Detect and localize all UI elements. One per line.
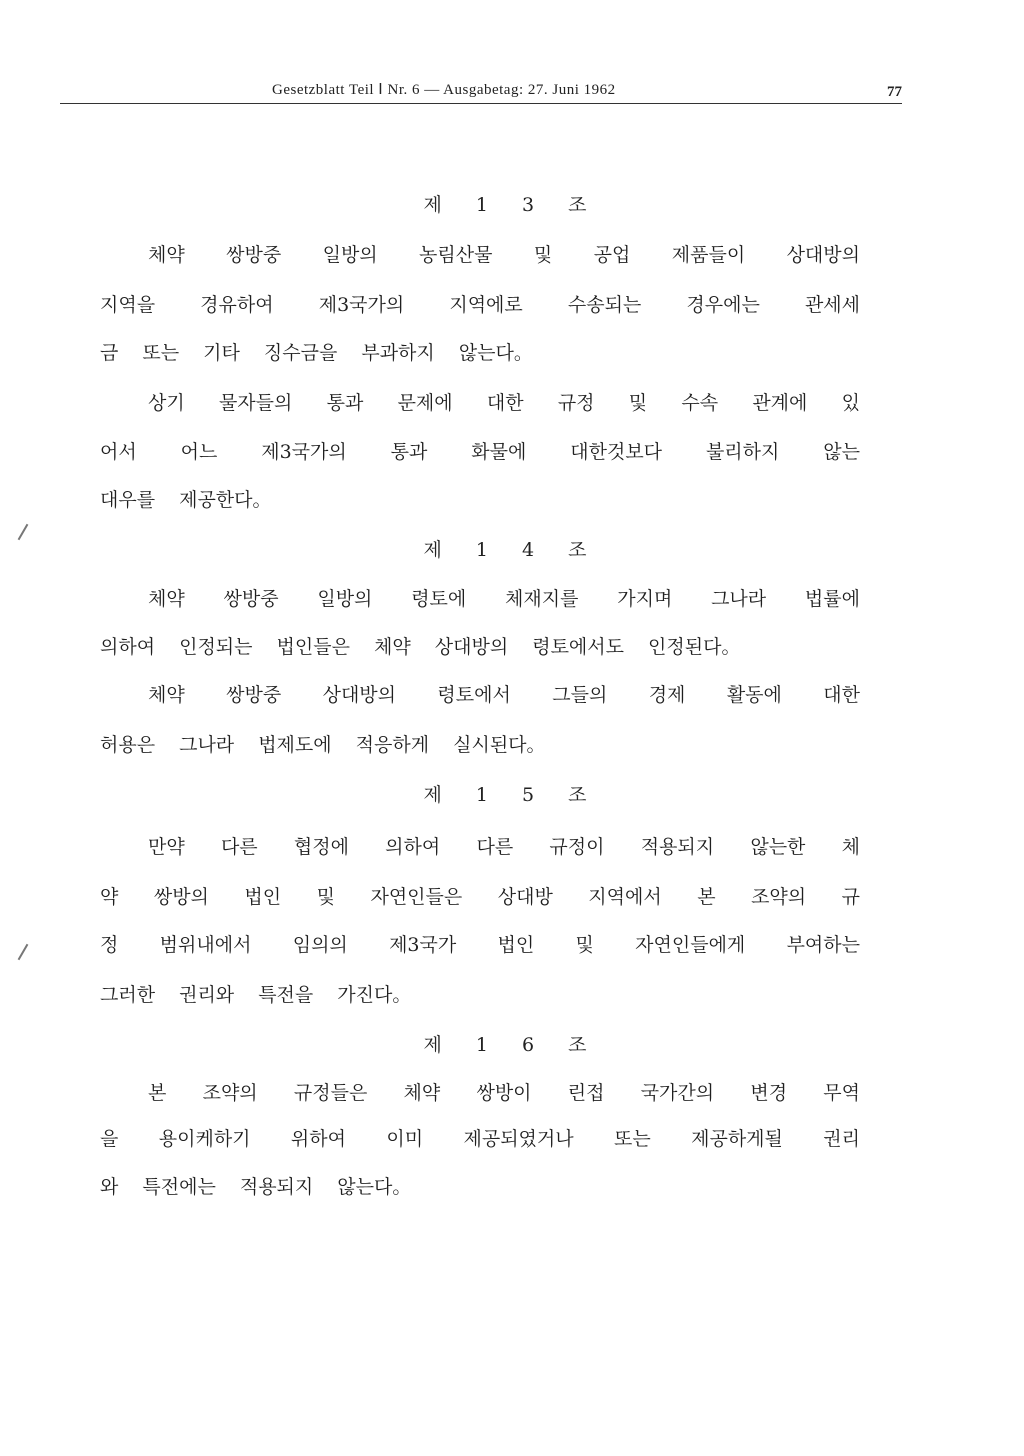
header-rule [60, 103, 902, 104]
text-line: 대우를 제공한다。 [100, 489, 272, 511]
text-line: 어서 어느 제3국가의 통과 화물에 대한것보다 불리하지 않는 [100, 441, 860, 463]
article-14-heading: 제 1 4 조 [423, 539, 601, 561]
text-line: 허용은 그나라 법제도에 적응하게 실시된다。 [100, 734, 546, 756]
page-number: 77 [887, 84, 902, 100]
text-line: 상기 물자들의 통과 문제에 대한 규정 및 수속 관계에 있 [148, 392, 860, 414]
text-line: 와 특전에는 적용되지 않는다。 [100, 1176, 412, 1198]
page-header [60, 80, 902, 110]
text-line: 정 범위내에서 임의의 제3국가 법인 및 자연인들에게 부여하는 [100, 934, 860, 956]
article-13-heading: 제 1 3 조 [423, 194, 601, 216]
article-15-heading: 제 1 5 조 [423, 784, 601, 806]
text-line: 본 조약의 규정들은 체약 쌍방이 린접 국가간의 변경 무역 [148, 1082, 860, 1104]
text-line: 을 용이케하기 위하여 이미 제공되였거나 또는 제공하게될 권리 [100, 1128, 860, 1150]
text-line: 그러한 권리와 특전을 가진다。 [100, 984, 412, 1006]
text-line: 체약 쌍방중 상대방의 령토에서 그들의 경제 활동에 대한 [148, 684, 860, 706]
scan-margin-mark [18, 944, 29, 961]
text-line: 의하여 인정되는 법인들은 체약 상대방의 령토에서도 인정된다。 [100, 636, 741, 658]
text-line: 체약 쌍방중 일방의 령토에 체재지를 가지며 그나라 법률에 [148, 588, 860, 610]
running-title: Gesetzblatt Teil Ⅰ Nr. 6 — Ausgabetag: 27. Juni 1962 [272, 82, 616, 98]
text-line: 지역을 경유하여 제3국가의 지역에로 수송되는 경우에는 관세세 [100, 294, 860, 316]
text-line: 만약 다른 협정에 의하여 다른 규정이 적용되지 않는한 체 [148, 836, 860, 858]
text-line: 약 쌍방의 법인 및 자연인들은 상대방 지역에서 본 조약의 규 [100, 886, 860, 908]
text-line: 금 또는 기타 징수금을 부과하지 않는다。 [100, 342, 533, 364]
article-16-heading: 제 1 6 조 [423, 1034, 601, 1056]
text-line: 체약 쌍방중 일방의 농림산물 및 공업 제품들이 상대방의 [148, 244, 860, 266]
